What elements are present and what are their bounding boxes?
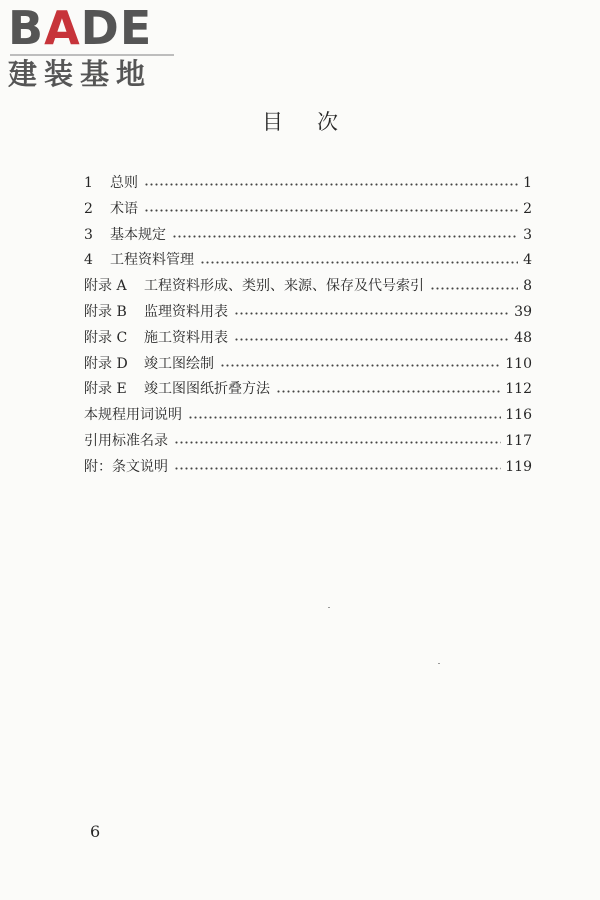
toc-page: 2 — [523, 200, 532, 217]
toc-number: 附录 C — [84, 329, 128, 346]
toc-label: 施工资料用表 — [144, 329, 228, 346]
toc-label: 本规程用词说明 — [84, 407, 182, 424]
toc-label: 监理资料用表 — [144, 303, 228, 320]
toc-number: 附录 E — [84, 381, 127, 398]
toc-leader — [276, 390, 501, 393]
toc-entry[interactable] — [84, 224, 532, 250]
toc-label: 术语 — [110, 200, 138, 217]
toc-page: 116 — [505, 407, 532, 424]
logo-wordmark: BADE — [8, 1, 153, 55]
table-of-contents — [84, 172, 532, 482]
toc-number: 3 — [84, 226, 93, 243]
toc-leader — [188, 416, 501, 419]
toc-leader — [144, 183, 518, 186]
toc-label: 引用标准名录 — [84, 432, 168, 449]
toc-leader — [172, 235, 518, 238]
scan-speck — [438, 663, 440, 664]
toc-entry[interactable] — [84, 275, 532, 301]
toc-label: 竣工图图纸折叠方法 — [144, 381, 270, 398]
toc-label: 工程资料形成、类别、来源、保存及代号索引 — [144, 278, 424, 295]
logo-tagline: 建装基地 — [8, 57, 153, 91]
toc-entry[interactable] — [84, 301, 532, 327]
toc-leader — [234, 338, 510, 341]
toc-number: 附录 A — [84, 278, 127, 295]
toc-page: 8 — [523, 278, 532, 295]
toc-entry[interactable] — [84, 327, 532, 353]
toc-entry[interactable] — [84, 430, 532, 456]
toc-entry[interactable] — [84, 353, 532, 379]
toc-leader — [174, 441, 501, 444]
toc-page: 117 — [505, 432, 532, 449]
toc-number: 附录 B — [84, 303, 127, 320]
page-number: 6 — [90, 822, 101, 841]
toc-leader — [234, 312, 510, 315]
toc-number: 附录 D — [84, 355, 128, 372]
toc-page: 112 — [505, 381, 532, 398]
toc-leader — [220, 364, 501, 367]
toc-label: 附：条文说明 — [84, 458, 168, 475]
toc-page: 4 — [523, 252, 532, 269]
toc-number: 4 — [84, 252, 93, 269]
toc-leader — [174, 467, 501, 470]
toc-number: 1 — [84, 175, 93, 191]
toc-entry[interactable] — [84, 198, 532, 224]
toc-entry[interactable] — [84, 172, 532, 198]
toc-leader — [200, 261, 518, 264]
toc-leader — [430, 287, 518, 290]
toc-entry[interactable] — [84, 404, 532, 430]
toc-page: 110 — [505, 355, 532, 372]
bade-logo — [8, 2, 176, 90]
toc-number: 2 — [84, 200, 93, 217]
toc-label: 竣工图绘制 — [144, 355, 214, 372]
toc-page: 39 — [514, 303, 532, 320]
scan-speck — [328, 607, 330, 608]
toc-entry[interactable] — [84, 249, 532, 275]
toc-entry[interactable] — [84, 378, 532, 404]
toc-label: 总则 — [110, 175, 138, 191]
toc-page: 1 — [523, 175, 532, 191]
toc-page: 119 — [505, 458, 532, 475]
toc-page: 48 — [514, 329, 532, 346]
page-title: 目次 — [262, 110, 372, 134]
toc-page: 3 — [523, 226, 532, 243]
toc-label: 基本规定 — [110, 226, 166, 243]
toc-entry[interactable] — [84, 456, 532, 482]
toc-leader — [144, 209, 518, 212]
toc-label: 工程资料管理 — [110, 252, 194, 269]
